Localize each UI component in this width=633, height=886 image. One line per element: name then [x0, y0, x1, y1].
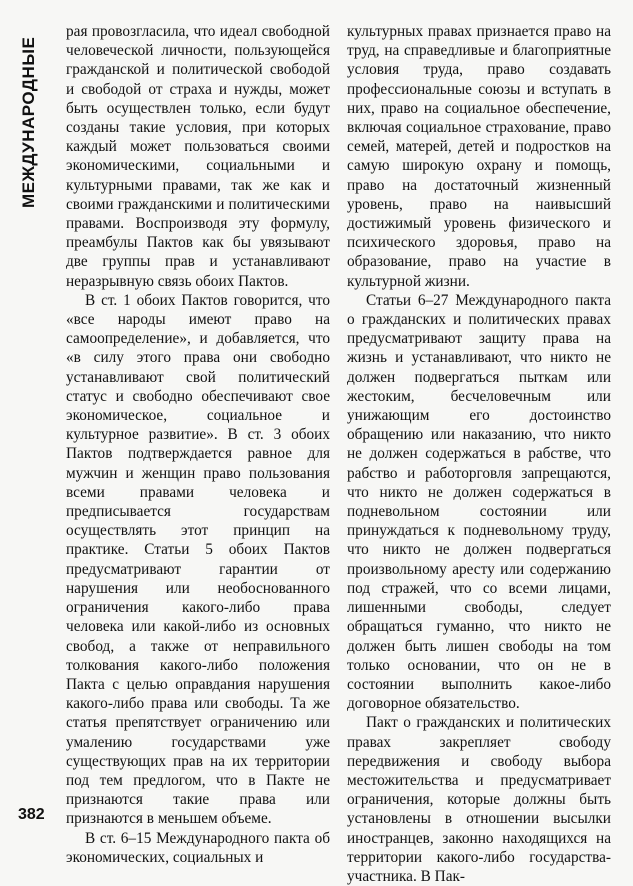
paragraph: Пакт о гражданских и политических правах закрепляет свободу передвижения и свободу выбора местожительства и предусматривает ограничения, которые должны быть установлены в отношении высылки иностранцев, законно находящихся на территории какого-либо государства-участника. В Пак- [347, 714, 611, 885]
section-running-head: МЕЖДУНАРОДНЫЕ [19, 36, 38, 208]
right-text-column [347, 22, 611, 886]
paragraph: В ст. 6–15 Международного пакта об экономических, социальных и [66, 829, 330, 866]
paragraph: рая провозгласила, что идеал свободной человеческой личности, пользующейся гражданской и политической свободой и свободой от страха и нужды, может быть осуществлен только, если будут созданы такие условия, при которых каждый может пользоваться своими экономическими, социальными и культурными правами, так же как и своими гражданскими и политическими правами. Воспроизводя эту формулу, преамбулы Пактов как бы увязывают две группы прав и устанавливают неразрывную связь обоих Пактов. [66, 23, 330, 290]
paragraph: Статьи 6–27 Международного пакта о гражданских и политических правах предусматривают защиту права на жизнь и устанавливают, что никто не должен подвергаться пыткам или жестоким, бесчеловечным или унижающим его достоинство обращению или наказанию, что никто не должен содержаться в рабстве, что рабство и работорговля запрещаются, что никто не должен содержаться в подневольном состоянии или принуждаться к подневольному труду, что никто не должен подвергаться произвольному аресту или содержанию под стражей, что со всеми лицами, лишенными свободы, следует обращаться гуманно, что никто не должен быть лишен свободы на том только основании, что он не в состоянии выполнить какое-либо договорное обязательство. [347, 291, 611, 713]
left-text-column [66, 22, 330, 867]
paragraph: В ст. 1 обоих Пактов говорится, что «все народы имеют право на самоопределение», и добавляется, что «в силу этого права они свободно устанавливают свой политический статус и свободно обеспечивают свое экономическое, социальное и культурное развитие». В ст. 3 обоих Пактов подтверждается равное для мужчин и женщин право пользования всеми правами человека и предписывается государствам осуществлять этот принцип на практике. Статьи 5 обоих Пактов предусматривают гарантии от нарушения или необоснованного ограничения какого-либо права человека или какой-либо из основных свобод, а также от неправильного толкования какого-либо положения Пакта с целью оправдания нарушения какого-либо права или свободы. Та же статья препятствует ограничению или умалению государствами уже существующих прав на их территории под тем предлогом, что в Пакте не признаются такие права или признаются в меньшем объеме. [66, 291, 330, 828]
page-number: 382 [18, 806, 45, 823]
paragraph: культурных правах признается право на труд, на справедливые и благоприятные условия труда, право создавать профессиональные союзы и вступать в них, право на социальное обеспечение, включая социальное страхование, право семей, матерей, детей и подростков на самую широкую охрану и помощь, право на достаточный жизненный уровень, право на наивысший достижимый уровень физического и психического здоровья, право на образование, право на участие в культурной жизни. [347, 23, 611, 290]
